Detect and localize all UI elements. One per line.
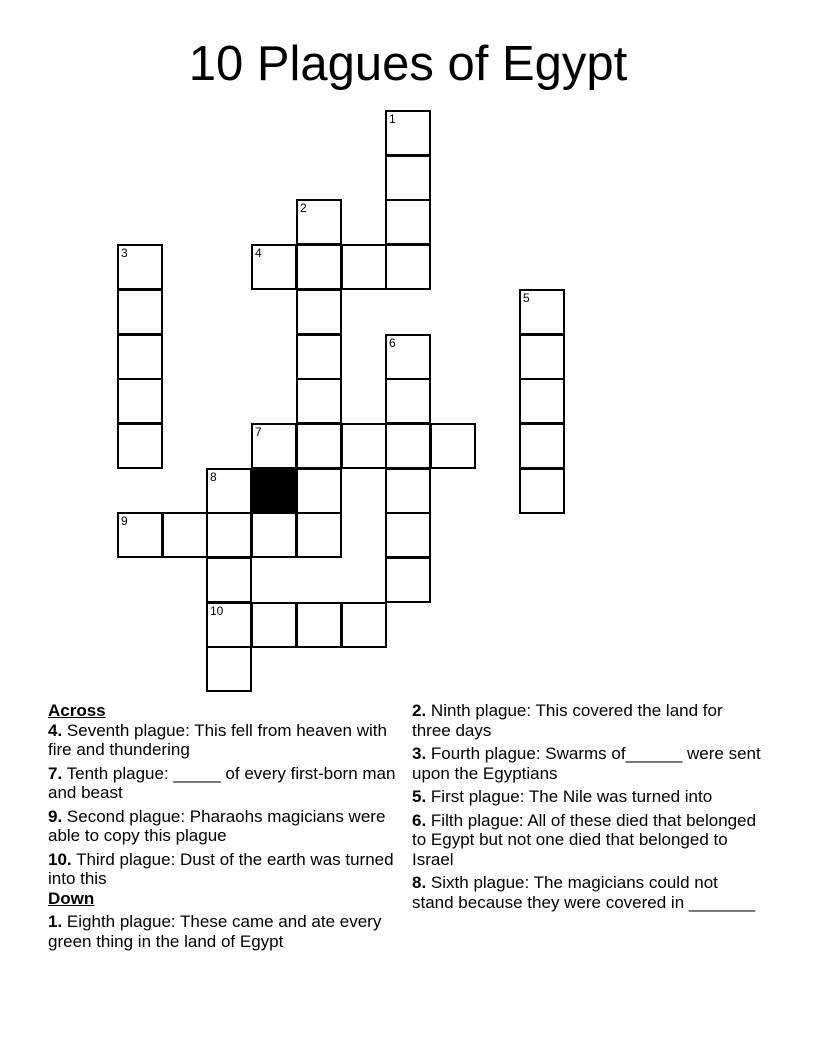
grid-cell[interactable] [296,289,342,335]
grid-cell[interactable] [385,557,431,603]
grid-cell[interactable] [206,512,252,558]
grid-cell[interactable] [385,423,431,469]
grid-cell[interactable] [117,334,163,380]
grid-cell[interactable] [519,468,565,514]
grid-cell[interactable] [296,602,342,648]
grid-cell[interactable] [206,557,252,603]
grid-cell[interactable] [385,378,431,424]
grid-cell[interactable] [519,334,565,380]
clue-across-10: 10. Third plague: Dust of the earth was turned into this [48,849,394,888]
grid-cell[interactable] [385,199,431,245]
grid-cell[interactable] [385,110,431,156]
grid-cell[interactable] [296,378,342,424]
grid-cell[interactable] [519,289,565,335]
clue-number: 3 [121,246,128,260]
clues-left-column [48,701,398,951]
clue-number: 7 [255,425,262,439]
grid-cell[interactable] [206,646,252,692]
clue-across-9: 9. Second plague: Pharaohs magicians were able to copy this plague [48,806,386,845]
grid-cell[interactable] [385,155,431,201]
clue-across-4: 4. Seventh plague: This fell from heaven with fire and thundering [48,720,387,759]
clues-right-column [412,701,762,912]
grid-cell[interactable] [296,334,342,380]
grid-cell[interactable] [162,512,208,558]
clue-down-6: 6. Filth plague: All of these died that belonged to Egypt but not one died that belonged to Israel [412,810,757,869]
grid-cell[interactable] [385,512,431,558]
clue-number: 2 [300,201,307,215]
clue-number: 8 [210,470,217,484]
grid-cell[interactable] [117,378,163,424]
clue-number: 4 [255,246,262,260]
clue-across-7: 7. Tenth plague: _____ of every first-born man and beast [48,763,396,802]
clue-number: 9 [121,514,128,528]
clue-number: 10 [210,604,224,618]
grid-cell[interactable] [385,468,431,514]
grid-cell[interactable] [117,512,163,558]
clue-down-2: 2. Ninth plague: This covered the land for three days [412,701,723,740]
grid-cell-blocked [251,468,297,514]
grid-cell[interactable] [117,289,163,335]
clue-down-1: 1. Eighth plague: These came and ate every green thing in the land of Egypt [48,912,382,951]
clue-number: 5 [523,291,530,305]
clue-number: 6 [389,336,396,350]
grid-cell[interactable] [341,602,387,648]
grid-cell[interactable] [296,423,342,469]
across-heading: Across [48,701,106,720]
grid-cell[interactable] [519,423,565,469]
grid-cell[interactable] [296,199,342,245]
grid-cell[interactable] [296,468,342,514]
grid-cell[interactable] [251,423,297,469]
grid-cell[interactable] [206,602,252,648]
grid-cell[interactable] [206,468,252,514]
grid-cell[interactable] [251,244,297,290]
grid-cell[interactable] [430,423,476,469]
clue-down-3: 3. Fourth plague: Swarms of______ were sent upon the Egyptians [412,744,761,783]
clue-number: 1 [389,112,396,126]
clue-down-5: 5. First plague: The Nile was turned into [412,787,713,806]
grid-cell[interactable] [251,512,297,558]
grid-cell[interactable] [385,244,431,290]
grid-cell[interactable] [117,244,163,290]
grid-cell[interactable] [296,512,342,558]
clue-down-8: 8. Sixth plague: The magicians could not stand because they were covered in _______ [412,873,756,912]
grid-cell[interactable] [117,423,163,469]
grid-cell[interactable] [296,244,342,290]
grid-cell[interactable] [251,602,297,648]
grid-cell[interactable] [341,244,387,290]
grid-cell[interactable] [341,423,387,469]
puzzle-title: 10 Plagues of Egypt [188,37,628,91]
grid-cell[interactable] [519,378,565,424]
down-heading: Down [48,888,95,908]
grid-cell[interactable] [385,334,431,380]
